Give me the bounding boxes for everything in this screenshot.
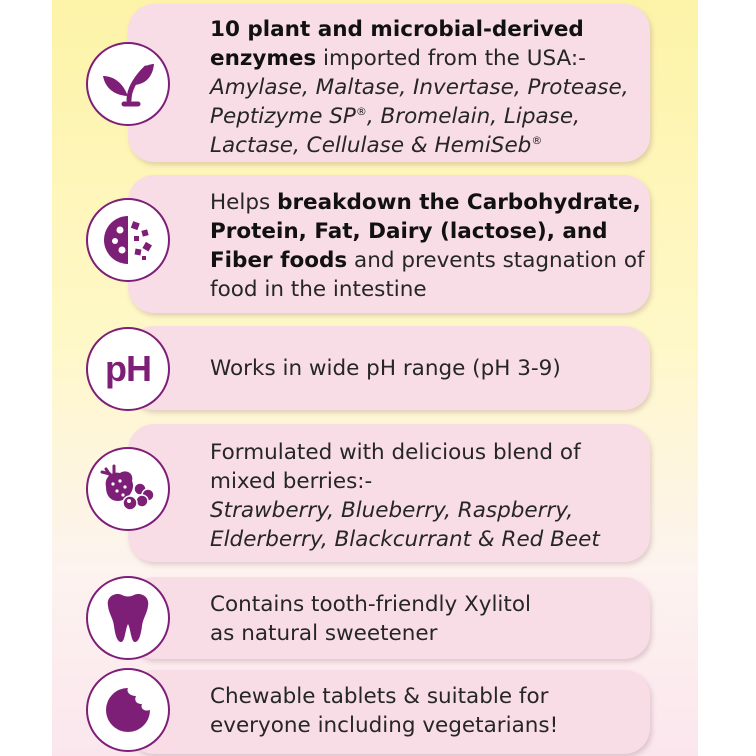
registered-mark: ® [531, 133, 543, 147]
feature-text-enzymes [210, 15, 650, 160]
ph-icon-label: pH [105, 348, 151, 389]
enzyme-list-line-2: Peptizyme SP [210, 104, 356, 129]
chewable-line-2: everyone including vegetarians! [210, 713, 559, 738]
chewable-line-1: Chewable tablets & suitable for [210, 684, 549, 709]
berries-list-line-2: Elderberry, Blackcurrant & Red Beet [210, 527, 600, 552]
berries-icon [86, 447, 170, 531]
tooth-icon [86, 576, 170, 660]
feature-text-chewable [210, 682, 650, 740]
enzymes-heading-rest: imported from the USA:- [316, 46, 586, 71]
enzymes-heading: 10 plant and microbial-derived enzymes [210, 17, 584, 71]
enzyme-list-line-3: Lactase, Cellulase & HemiSeb [210, 133, 532, 158]
leaf-icon [86, 42, 170, 126]
feature-text-ph: Works in wide pH range (pH 3-9) [210, 356, 561, 381]
feature-text-berries [210, 438, 650, 554]
xylitol-line-2: as natural sweetener [210, 621, 438, 646]
berries-intro: Formulated with delicious blend of mixed berries:- [210, 440, 581, 494]
enzyme-list-line-2-after: , Bromelain, Lipase, [366, 104, 580, 129]
breakdown-rest: and prevents stagnation of food in the intestine [210, 248, 645, 302]
ph-icon [86, 327, 170, 411]
chewable-tablet-icon [86, 668, 170, 752]
enzyme-list-line-1: Amylase, Maltase, Invertase, Protease, [210, 75, 629, 100]
feature-text-xylitol [210, 590, 650, 648]
berries-list-line-1: Strawberry, Blueberry, Raspberry, [210, 498, 574, 523]
feature-text-breakdown [210, 188, 650, 304]
registered-mark: ® [355, 104, 367, 118]
breakdown-bold: breakdown the Carbohydrate, Protein, Fat, Dairy (lactose), and Fiber foods [210, 190, 641, 273]
food-breakdown-icon [86, 198, 170, 282]
breakdown-lead: Helps [210, 190, 278, 215]
xylitol-line-1: Contains tooth-friendly Xylitol [210, 592, 531, 617]
